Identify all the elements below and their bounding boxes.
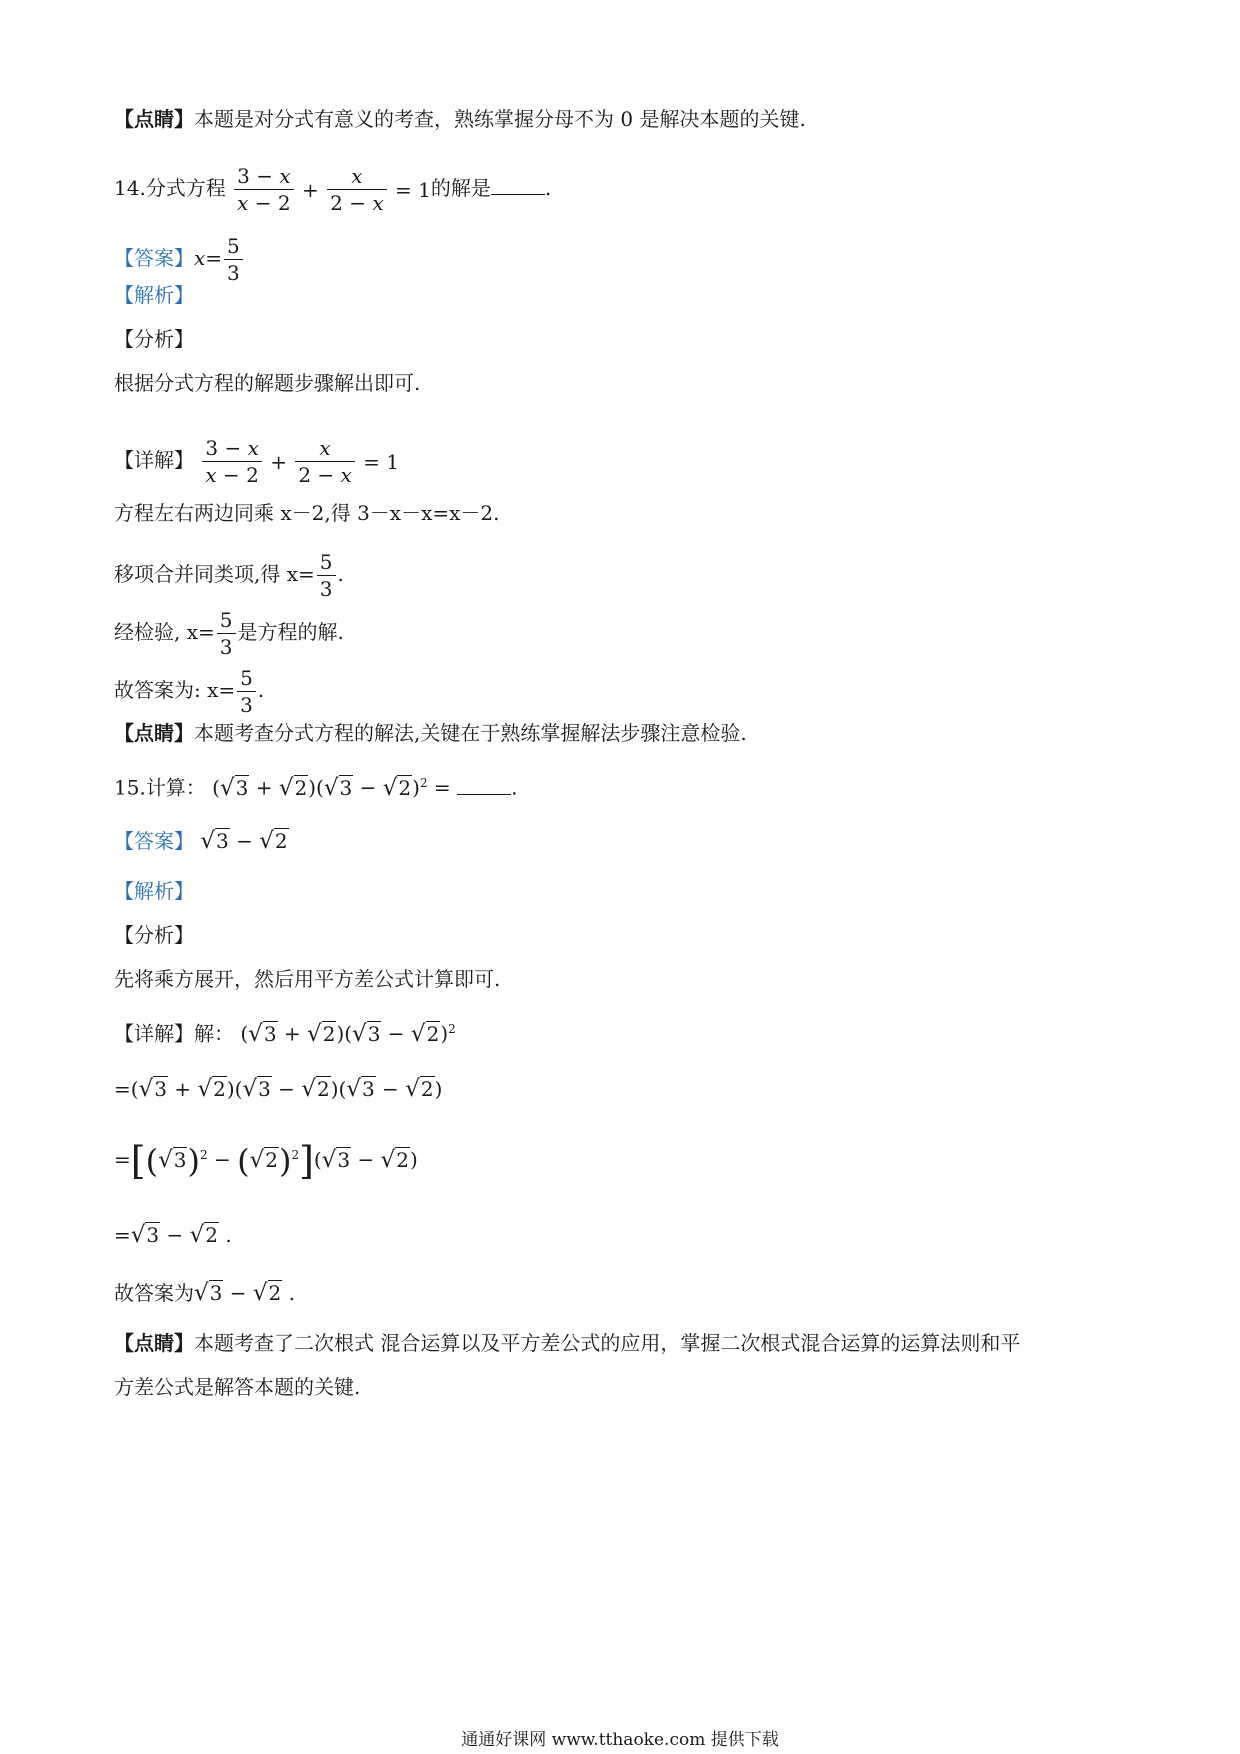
fraction: $\frac{3 - x}{x - 2}$: [234, 164, 293, 215]
q14-answer: 【答案】x= $\frac{5}{3}$: [114, 234, 245, 285]
q14-note: 【点睛】本题考查分式方程的解法,关键在于熟练掌握解法步骤注意检验.: [114, 721, 747, 745]
question-number: 14.: [114, 176, 146, 200]
question-stem-suffix: 的解是: [430, 176, 491, 200]
note-text: 本题是对分式有意义的考查，熟练掌握分母不为 0 是解决本题的关键.: [194, 107, 806, 131]
jiexi-label: 【解析】: [114, 879, 194, 903]
answer-label: 【答案】: [114, 246, 194, 270]
xiangjie-label: 【详解】: [114, 448, 194, 472]
jiexi-label: 【解析】: [114, 283, 194, 307]
fenxi-text: 根据分式方程的解题步骤解出即可.: [114, 371, 421, 395]
answer-blank: [491, 176, 545, 195]
question-stem-prefix: 分式方程: [145, 176, 226, 200]
q14-step2: 移项合并同类项,得 x= $\frac{5}{3}$ .: [114, 550, 344, 601]
q13-note: [114, 104, 806, 134]
page-footer: 通通好课网 www.tthaoke.com 提供下载: [461, 1730, 779, 1750]
q15-eq3: =√3 − √2 .: [114, 1222, 232, 1248]
q15-note-cont: 方差公式是解答本题的关键.: [114, 1375, 361, 1399]
q15-note: 【点睛】本题考查了二次根式 混合运算以及平方差公式的应用，掌握二次根式混合运算的运算法则和平: [114, 1331, 1021, 1355]
q15-xiangjie: 【详解】解： $(√3 + √2)(√3 - √2)^2$: [114, 1020, 456, 1047]
q15-eq2: $=[(√3)^2 - (√2)^2](√3 - √2)$: [114, 1139, 418, 1184]
answer-blank: [457, 776, 511, 795]
q14-step4: 故答案为: x= $\frac{5}{3}$ .: [114, 666, 265, 717]
q15-eq1: =(√3 + √2)(√3 − √2)(√3 − √2): [114, 1076, 443, 1102]
q14-stem: 14.分式方程 $\frac{3 - x}{x - 2}$ + $\frac{x}{2 - x}$ = 1的解是 .: [114, 164, 552, 215]
question-number: 15.: [114, 775, 146, 800]
q15-final: 故答案为√3 − √2 .: [114, 1280, 295, 1306]
q14-step1: 方程左右两边同乘 x－2,得 3－x－x=x－2.: [114, 501, 500, 525]
note-label: 【点睛】: [114, 107, 194, 131]
q15-answer: 【答案】 √3 − √2: [114, 828, 288, 854]
fenxi-text: 先将乘方展开，然后用平方差公式计算即可.: [114, 967, 501, 991]
fenxi-label: 【分析】: [114, 327, 194, 351]
fraction: $\frac{x}{2 - x}$: [327, 164, 386, 215]
q14-step3: 经检验, x= $\frac{5}{3}$ 是方程的解.: [114, 608, 344, 659]
answer-label: 【答案】: [114, 829, 194, 853]
fenxi-label: 【分析】: [114, 923, 194, 947]
q14-xiangjie: 【详解】 $\frac{3 - x}{x - 2}$ + $\frac{x}{2 - x}$ = 1: [114, 436, 400, 487]
q15-stem: 15.计算： $(√3 + √2)(√3 - √2)^2$ = .: [114, 774, 518, 801]
